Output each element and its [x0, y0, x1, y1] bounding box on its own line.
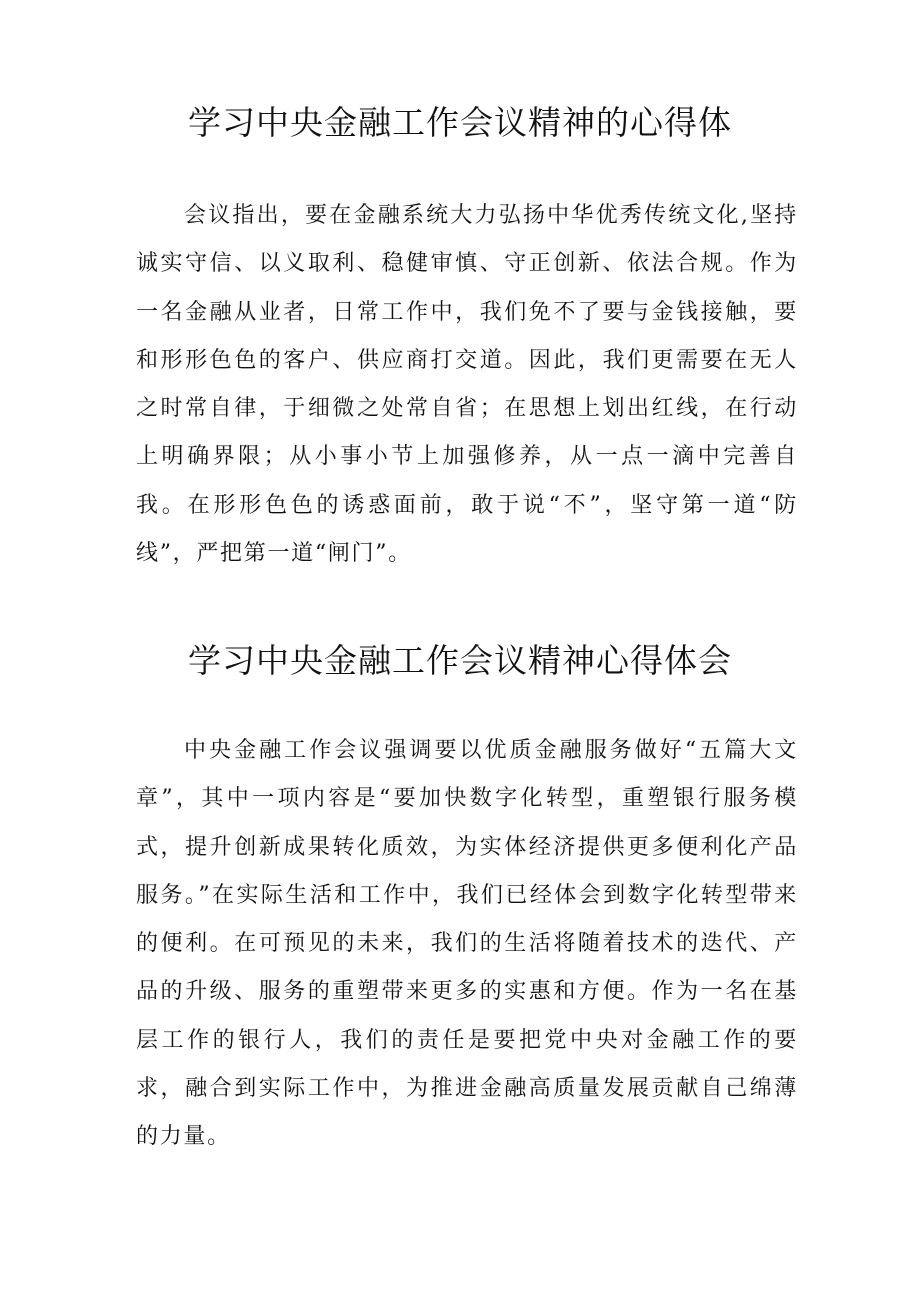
section-1-paragraph: 会议指出，要在金融系统大力弘扬中华优秀传统文化,坚持诚实守信、以义取利、稳健审慎、守正创新、依法合规。作为一名金融从业者，日常工作中，我们免不了要与金钱接触，要和形形色色的客户、供应商打交道。因此，我们更需要在无人之时常自律，于细微之处常自省；在思想上划出红线，在行动上明确界限；从小事小节上加强修养，从一点一滴中完善自我。在形形色色的诱惑面前，敢于说“不”，坚守第一道“防线”，严把第一道“闸门”。: [136, 203, 798, 567]
section-2-paragraph: 中央金融工作会议强调要以优质金融服务做好“五篇大文章”，其中一项内容是“要加快数字化转型，重塑银行服务模式，提升创新成果转化质效，为实体经济提供更多便利化产品服务。”在实际生活和工作中，我们已经体会到数字化转型带来的便利。在可预见的未来，我们的生活将随着技术的迭代、产品的升级、服务的重塑带来更多的实惠和方便。作为一名在基层工作的银行人，我们的责任是要把党中央对金融工作的要求，融合到实际工作中，为推进金融高质量发展贡献自己绵薄的力量。: [136, 738, 798, 1150]
section-1-title: 学习中央金融工作会议精神的心得体: [188, 103, 732, 142]
section-2-title: 学习中央金融工作会议精神心得体会: [188, 641, 732, 680]
